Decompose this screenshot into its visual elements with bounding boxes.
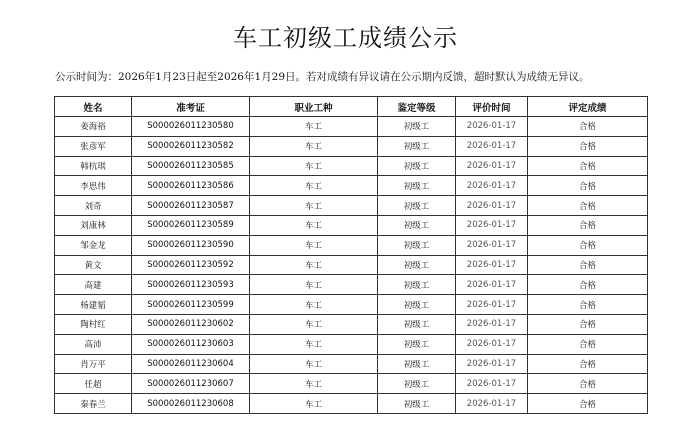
cell-ticket: S000026011230603 [132, 334, 250, 354]
cell-ticket: S000026011230593 [132, 275, 250, 295]
cell-result: 合格 [528, 295, 648, 315]
cell-date: 2026-01-17 [456, 136, 528, 156]
cell-level: 初级工 [378, 354, 456, 374]
table-row [55, 156, 648, 176]
header-ticket: 准考证 [132, 97, 250, 117]
cell-ticket: S000026011230582 [132, 136, 250, 156]
cell-trade: 车工 [250, 176, 378, 196]
header-level: 鉴定等级 [378, 97, 456, 117]
cell-trade: 车工 [250, 295, 378, 315]
header-result: 评定成绩 [528, 97, 648, 117]
cell-trade: 车工 [250, 235, 378, 255]
cell-name: 姜海裕 [55, 117, 132, 137]
cell-date: 2026-01-17 [456, 117, 528, 137]
cell-name: 刘奇 [55, 196, 132, 216]
cell-ticket: S000026011230587 [132, 196, 250, 216]
cell-date: 2026-01-17 [456, 314, 528, 334]
cell-result: 合格 [528, 394, 648, 414]
cell-level: 初级工 [378, 136, 456, 156]
cell-name: 黄文 [55, 255, 132, 275]
cell-date: 2026-01-17 [456, 374, 528, 394]
cell-trade: 车工 [250, 314, 378, 334]
cell-level: 初级工 [378, 196, 456, 216]
cell-name: 肖万平 [55, 354, 132, 374]
cell-ticket: S000026011230585 [132, 156, 250, 176]
cell-date: 2026-01-17 [456, 176, 528, 196]
cell-level: 初级工 [378, 314, 456, 334]
cell-trade: 车工 [250, 334, 378, 354]
cell-ticket: S000026011230589 [132, 215, 250, 235]
cell-result: 合格 [528, 255, 648, 275]
table-row [55, 117, 648, 137]
header-date: 评价时间 [456, 97, 528, 117]
cell-trade: 车工 [250, 136, 378, 156]
cell-level: 初级工 [378, 255, 456, 275]
cell-name: 秦春兰 [55, 394, 132, 414]
cell-trade: 车工 [250, 255, 378, 275]
cell-date: 2026-01-17 [456, 215, 528, 235]
cell-date: 2026-01-17 [456, 156, 528, 176]
cell-ticket: S000026011230604 [132, 354, 250, 374]
cell-trade: 车工 [250, 196, 378, 216]
table-row [55, 176, 648, 196]
table-row [55, 235, 648, 255]
cell-level: 初级工 [378, 176, 456, 196]
cell-result: 合格 [528, 334, 648, 354]
cell-level: 初级工 [378, 117, 456, 137]
page-title: 车工初级工成绩公示 [233, 24, 458, 52]
table-row [55, 215, 648, 235]
table-row [55, 354, 648, 374]
cell-trade: 车工 [250, 354, 378, 374]
cell-result: 合格 [528, 314, 648, 334]
table-row [55, 136, 648, 156]
cell-result: 合格 [528, 215, 648, 235]
cell-level: 初级工 [378, 295, 456, 315]
cell-date: 2026-01-17 [456, 196, 528, 216]
cell-result: 合格 [528, 196, 648, 216]
cell-level: 初级工 [378, 215, 456, 235]
cell-level: 初级工 [378, 394, 456, 414]
cell-result: 合格 [528, 374, 648, 394]
table-row [55, 275, 648, 295]
cell-level: 初级工 [378, 235, 456, 255]
cell-date: 2026-01-17 [456, 255, 528, 275]
header-trade: 职业工种 [250, 97, 378, 117]
cell-name: 韩杭琪 [55, 156, 132, 176]
cell-trade: 车工 [250, 215, 378, 235]
table-row [55, 314, 648, 334]
cell-name: 杨建韬 [55, 295, 132, 315]
cell-result: 合格 [528, 176, 648, 196]
cell-level: 初级工 [378, 374, 456, 394]
notice-text: 公示时间为：2026年1月23日起至2026年1月29日。若对成绩有异议请在公示期内反馈，超时默认为成绩无异议。 [55, 71, 590, 83]
cell-level: 初级工 [378, 334, 456, 354]
table-row [55, 394, 648, 414]
header-name: 姓名 [55, 97, 132, 117]
cell-date: 2026-01-17 [456, 275, 528, 295]
table-row [55, 295, 648, 315]
cell-ticket: S000026011230599 [132, 295, 250, 315]
cell-ticket: S000026011230602 [132, 314, 250, 334]
cell-result: 合格 [528, 136, 648, 156]
cell-result: 合格 [528, 117, 648, 137]
cell-name: 陶村红 [55, 314, 132, 334]
cell-name: 任超 [55, 374, 132, 394]
cell-name: 刘康林 [55, 215, 132, 235]
cell-result: 合格 [528, 235, 648, 255]
cell-trade: 车工 [250, 374, 378, 394]
cell-ticket: S000026011230590 [132, 235, 250, 255]
cell-result: 合格 [528, 156, 648, 176]
table-row [55, 255, 648, 275]
cell-date: 2026-01-17 [456, 394, 528, 414]
cell-trade: 车工 [250, 275, 378, 295]
results-table [54, 96, 648, 414]
cell-level: 初级工 [378, 156, 456, 176]
cell-ticket: S000026011230580 [132, 117, 250, 137]
cell-result: 合格 [528, 354, 648, 374]
cell-ticket: S000026011230586 [132, 176, 250, 196]
table-row [55, 374, 648, 394]
cell-name: 高建 [55, 275, 132, 295]
cell-trade: 车工 [250, 117, 378, 137]
cell-name: 邹金龙 [55, 235, 132, 255]
table-row [55, 196, 648, 216]
table-body [55, 117, 648, 414]
cell-trade: 车工 [250, 394, 378, 414]
cell-date: 2026-01-17 [456, 354, 528, 374]
cell-date: 2026-01-17 [456, 235, 528, 255]
cell-ticket: S000026011230592 [132, 255, 250, 275]
cell-level: 初级工 [378, 275, 456, 295]
cell-result: 合格 [528, 275, 648, 295]
cell-ticket: S000026011230608 [132, 394, 250, 414]
cell-ticket: S000026011230607 [132, 374, 250, 394]
table-header-row [55, 97, 648, 117]
cell-name: 高沛 [55, 334, 132, 354]
cell-trade: 车工 [250, 156, 378, 176]
table-row [55, 334, 648, 354]
cell-date: 2026-01-17 [456, 295, 528, 315]
cell-name: 李思伟 [55, 176, 132, 196]
cell-name: 张彦军 [55, 136, 132, 156]
cell-date: 2026-01-17 [456, 334, 528, 354]
